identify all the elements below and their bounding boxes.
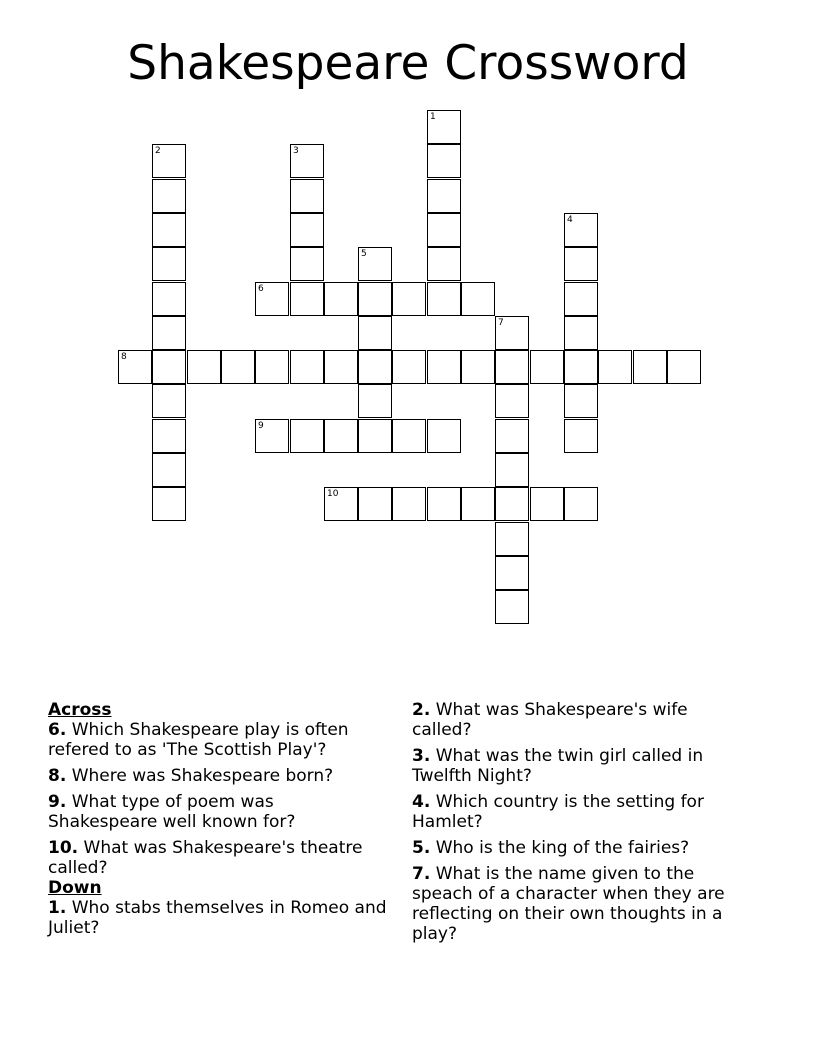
crossword-cell[interactable] bbox=[358, 384, 392, 418]
clue-down-4: 4. Which country is the setting for Hamlet? bbox=[412, 792, 704, 832]
cell-number: 10 bbox=[327, 489, 339, 499]
crossword-cell[interactable] bbox=[255, 419, 289, 453]
crossword-cell[interactable] bbox=[187, 350, 221, 384]
crossword-cell[interactable] bbox=[427, 487, 461, 521]
crossword-cell[interactable] bbox=[324, 419, 358, 453]
crossword-cell[interactable] bbox=[221, 350, 255, 384]
clue-across-10: 10. What was Shakespeare's theatre called? bbox=[48, 838, 363, 878]
crossword-cell[interactable] bbox=[598, 350, 632, 384]
crossword-cell[interactable] bbox=[495, 419, 529, 453]
page-title: Shakespeare Crossword bbox=[127, 36, 689, 91]
crossword-cell[interactable] bbox=[392, 487, 426, 521]
crossword-cell[interactable] bbox=[290, 247, 324, 281]
cell-number: 7 bbox=[498, 318, 504, 328]
crossword-cell[interactable] bbox=[495, 522, 529, 556]
crossword-cell[interactable] bbox=[564, 350, 598, 384]
crossword-cell[interactable] bbox=[392, 419, 426, 453]
clue-across-9: 9. What type of poem was Shakespeare well known for? bbox=[48, 792, 296, 832]
cell-number: 6 bbox=[258, 284, 264, 294]
crossword-cell[interactable] bbox=[427, 213, 461, 247]
crossword-cell[interactable] bbox=[530, 350, 564, 384]
clue-down-1: 1. Who stabs themselves in Romeo and Juliet? bbox=[48, 898, 387, 938]
crossword-cell[interactable] bbox=[152, 419, 186, 453]
cell-number: 9 bbox=[258, 421, 264, 431]
crossword-cell[interactable] bbox=[358, 419, 392, 453]
crossword-cell[interactable] bbox=[152, 384, 186, 418]
crossword-cell[interactable] bbox=[290, 350, 324, 384]
crossword-cell[interactable] bbox=[427, 282, 461, 316]
crossword-cell[interactable] bbox=[427, 247, 461, 281]
crossword-cell[interactable] bbox=[564, 487, 598, 521]
cell-number: 1 bbox=[430, 112, 436, 122]
crossword-cell[interactable] bbox=[290, 213, 324, 247]
crossword-cell[interactable] bbox=[530, 487, 564, 521]
crossword-cell[interactable] bbox=[564, 384, 598, 418]
crossword-cell[interactable] bbox=[152, 213, 186, 247]
cell-number: 3 bbox=[293, 146, 299, 156]
crossword-cell[interactable] bbox=[324, 487, 358, 521]
crossword-cell[interactable] bbox=[152, 247, 186, 281]
crossword-cell[interactable] bbox=[358, 316, 392, 350]
clues-left-column bbox=[48, 700, 388, 944]
crossword-cell[interactable] bbox=[564, 316, 598, 350]
clue-down-3: 3. What was the twin girl called in Twelfth Night? bbox=[412, 746, 704, 786]
crossword-cell[interactable] bbox=[495, 590, 529, 624]
crossword-cell[interactable] bbox=[495, 453, 529, 487]
crossword-cell[interactable] bbox=[324, 350, 358, 384]
crossword-cell[interactable] bbox=[667, 350, 701, 384]
clue-across-8: 8. Where was Shakespeare born? bbox=[48, 766, 334, 786]
crossword-cell[interactable] bbox=[118, 350, 152, 384]
across-heading: Across bbox=[48, 700, 112, 720]
crossword-cell[interactable] bbox=[290, 144, 324, 178]
crossword-cell[interactable] bbox=[152, 487, 186, 521]
crossword-cell[interactable] bbox=[290, 419, 324, 453]
clues-right-column bbox=[412, 700, 752, 950]
crossword-cell[interactable] bbox=[392, 350, 426, 384]
crossword-cell[interactable] bbox=[461, 282, 495, 316]
crossword-cell[interactable] bbox=[392, 282, 426, 316]
crossword-cell[interactable] bbox=[495, 384, 529, 418]
down-heading: Down bbox=[48, 878, 102, 898]
crossword-cell[interactable] bbox=[495, 316, 529, 350]
crossword-cell[interactable] bbox=[358, 247, 392, 281]
cell-number: 8 bbox=[121, 352, 127, 362]
crossword-cell[interactable] bbox=[324, 282, 358, 316]
cell-number: 5 bbox=[361, 249, 367, 259]
crossword-cell[interactable] bbox=[358, 282, 392, 316]
crossword-cell[interactable] bbox=[152, 179, 186, 213]
crossword-cell[interactable] bbox=[290, 179, 324, 213]
crossword-cell[interactable] bbox=[358, 350, 392, 384]
crossword-cell[interactable] bbox=[427, 419, 461, 453]
crossword-cell[interactable] bbox=[427, 110, 461, 144]
crossword-cell[interactable] bbox=[495, 350, 529, 384]
crossword-cell[interactable] bbox=[564, 247, 598, 281]
crossword-cell[interactable] bbox=[152, 282, 186, 316]
crossword-cell[interactable] bbox=[564, 282, 598, 316]
crossword-cell[interactable] bbox=[255, 350, 289, 384]
crossword-cell[interactable] bbox=[495, 487, 529, 521]
clue-down-5: 5. Who is the king of the fairies? bbox=[412, 838, 690, 858]
crossword-cell[interactable] bbox=[358, 487, 392, 521]
clue-down-7: 7. What is the name given to the speach of a character when they are reflecting on their own thoughts in a play? bbox=[412, 864, 725, 944]
crossword-cell[interactable] bbox=[564, 419, 598, 453]
crossword-cell[interactable] bbox=[461, 350, 495, 384]
crossword-cell[interactable] bbox=[427, 144, 461, 178]
crossword-cell[interactable] bbox=[255, 282, 289, 316]
crossword-cell[interactable] bbox=[427, 350, 461, 384]
cell-number: 2 bbox=[155, 146, 161, 156]
cell-number: 4 bbox=[567, 215, 573, 225]
clue-across-6: 6. Which Shakespeare play is often refered to as 'The Scottish Play'? bbox=[48, 720, 349, 760]
crossword-cell[interactable] bbox=[152, 144, 186, 178]
crossword-cell[interactable] bbox=[152, 350, 186, 384]
crossword-cell[interactable] bbox=[633, 350, 667, 384]
crossword-cell[interactable] bbox=[152, 316, 186, 350]
crossword-cell[interactable] bbox=[290, 282, 324, 316]
crossword-cell[interactable] bbox=[495, 556, 529, 590]
clue-down-2: 2. What was Shakespeare's wife called? bbox=[412, 700, 688, 740]
crossword-cell[interactable] bbox=[152, 453, 186, 487]
crossword-cell[interactable] bbox=[564, 213, 598, 247]
crossword-cell[interactable] bbox=[461, 487, 495, 521]
crossword-cell[interactable] bbox=[427, 179, 461, 213]
